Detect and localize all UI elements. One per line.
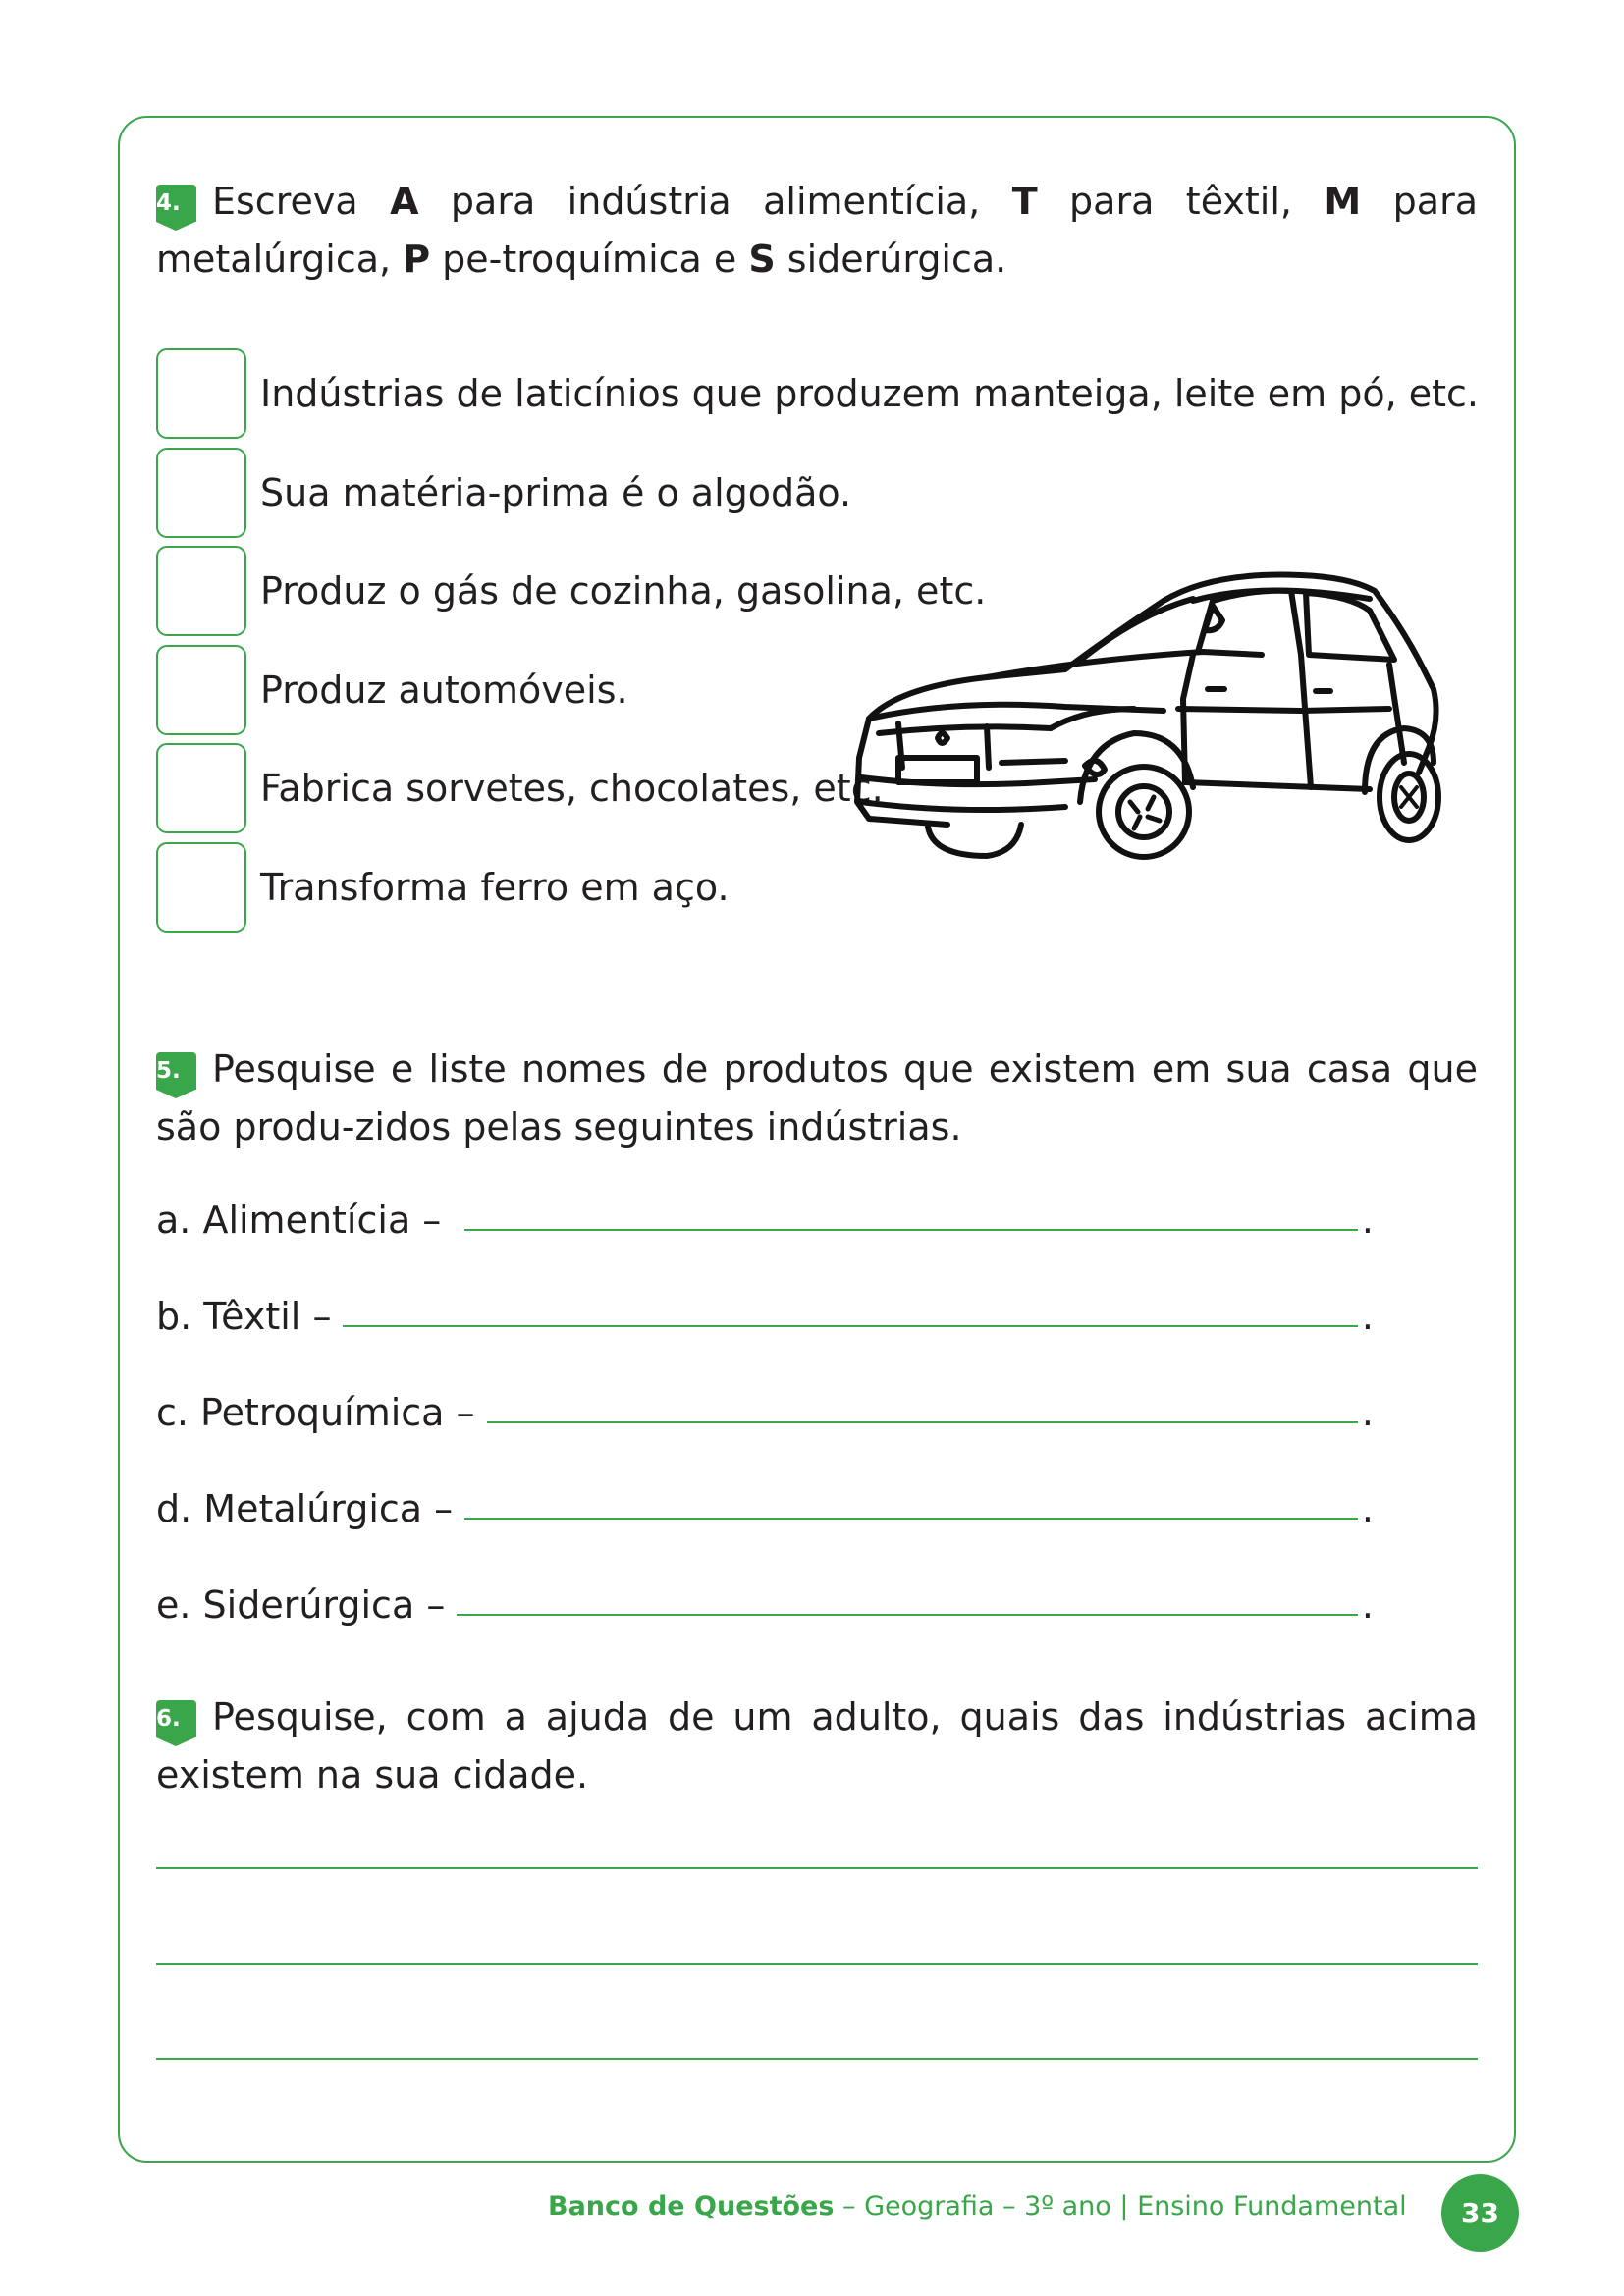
item-label: Produz o gás de cozinha, gasolina, etc. (260, 569, 987, 613)
car-illustration (839, 561, 1458, 864)
question-5 (156, 1041, 1478, 1156)
page-number: 33 (1441, 2174, 1519, 2252)
answer-line[interactable] (343, 1325, 1357, 1327)
answer-box[interactable] (156, 842, 246, 933)
question-4-text: 4. Escreva A para indústria alimentícia, T para têxtil, M para metalúrgica, P pe-troquímica e S siderúrgica. (156, 180, 1478, 281)
answer-label: d. Metalúrgica – (156, 1487, 454, 1530)
item-label: Sua matéria-prima é o algodão. (260, 470, 852, 514)
question-number-badge: 5. (156, 1052, 196, 1090)
answer-box[interactable] (156, 546, 246, 636)
answer-box[interactable] (156, 348, 246, 439)
answer-row-metalurgica: d. Metalúrgica – . (156, 1484, 1374, 1533)
question-6-text: 6. Pesquise, com a ajuda de um adulto, quais das indústrias acima existem na sua cidade. (156, 1695, 1478, 1796)
list-item (156, 347, 1479, 446)
answer-row-textil: b. Têxtil – . (156, 1292, 1374, 1341)
answer-label: e. Siderúrgica – (156, 1583, 446, 1627)
item-label: Transforma ferro em aço. (260, 865, 730, 909)
question-4 (156, 173, 1478, 289)
answer-box[interactable] (156, 448, 246, 538)
item-label: Produz automóveis. (260, 667, 628, 712)
answer-line[interactable] (156, 1963, 1478, 1965)
answer-line[interactable] (464, 1518, 1358, 1520)
answer-line[interactable] (487, 1421, 1358, 1423)
answer-box[interactable] (156, 645, 246, 735)
item-label: Fabrica sorvetes, chocolates, etc. (260, 767, 884, 810)
answer-line[interactable] (156, 1867, 1478, 1869)
answer-row-siderurgica: e. Siderúrgica – . (156, 1580, 1374, 1629)
answer-line[interactable] (464, 1229, 1358, 1231)
question-number-badge: 4. (156, 185, 196, 222)
list-item (156, 446, 1040, 545)
footer-text: Banco de Questões – Geografia – 3º ano | Ensino Fundamental (548, 2191, 1407, 2221)
answer-line[interactable] (156, 2058, 1478, 2060)
answer-row-petroquimica: c. Petroquímica – . (156, 1388, 1374, 1437)
answer-label: c. Petroquímica – (156, 1391, 475, 1434)
answer-box[interactable] (156, 743, 246, 833)
answer-line[interactable] (457, 1614, 1358, 1616)
question-6 (156, 1688, 1478, 1804)
question-5-text: 5. Pesquise e liste nomes de produtos que existem em sua casa que são produ-zidos pelas seguintes indústrias. (156, 1047, 1478, 1148)
answer-row-alimenticia: a. Alimentícia – . (156, 1196, 1374, 1245)
question-number-badge: 6. (156, 1700, 196, 1737)
answer-label: a. Alimentícia – (156, 1199, 442, 1242)
item-label: Indústrias de laticínios que produzem manteiga, leite em pó, etc. (260, 372, 1479, 415)
answer-label: b. Têxtil – (156, 1295, 332, 1338)
